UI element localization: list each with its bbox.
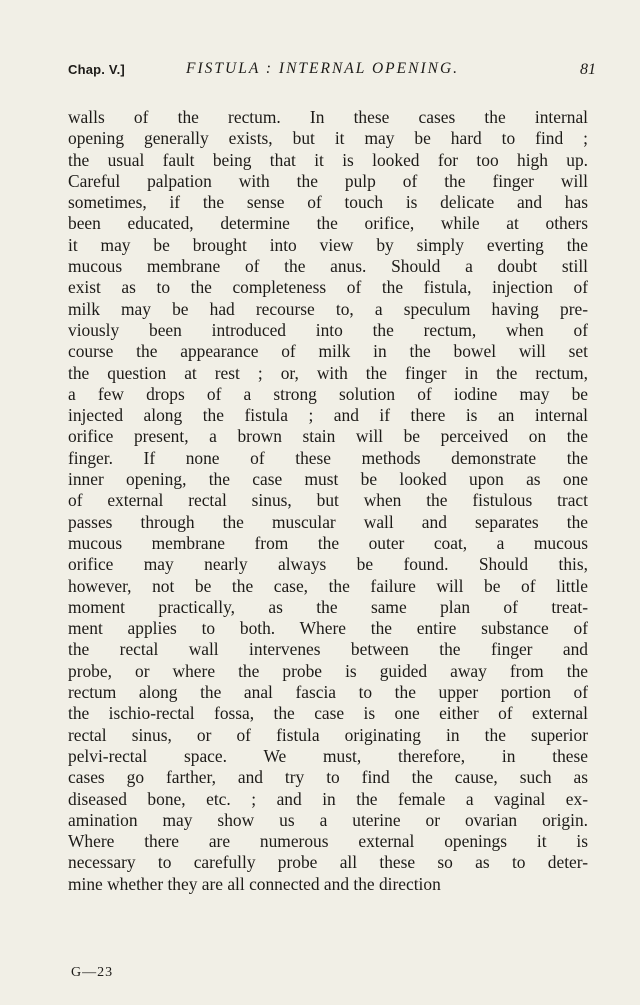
text-line: diseased bone, etc. ; and in the female a vaginal ex-	[68, 788, 588, 809]
text-line: of external rectal sinus, but when the fistulous tract	[68, 490, 588, 511]
text-line: necessary to carefully probe all these so as to deter-	[68, 852, 588, 873]
text-line: probe, or where the probe is guided away from the	[68, 660, 588, 681]
page-number: 81	[580, 61, 596, 78]
text-line: rectum along the anal fascia to the upper portion of	[68, 682, 588, 703]
text-line: walls of the rectum. In these cases the internal	[68, 107, 588, 127]
text-line: a few drops of a strong solution of iodine may be	[68, 383, 588, 404]
printer-signature: G—23	[71, 965, 114, 980]
text-line: exist as to the completeness of the fistula, injection of	[68, 277, 588, 298]
text-line: inner opening, the case must be looked upon as one	[68, 469, 588, 490]
text-line: rectal sinus, or of fistula originating in the superior	[68, 724, 588, 745]
text-line: Careful palpation with the pulp of the finger will	[68, 170, 588, 191]
running-head	[68, 60, 596, 84]
text-line: Where there are numerous external openings it is	[68, 831, 588, 852]
text-line: finger. If none of these methods demonstrate the	[68, 447, 588, 468]
text-line: the question at rest ; or, with the finger in the rectum,	[68, 362, 588, 383]
chapter-label: Chap. V.]	[68, 62, 125, 77]
text-line: orifice may nearly always be found. Should this,	[68, 554, 588, 575]
text-line: pelvi-rectal space. We must, therefore, in these	[68, 745, 588, 766]
text-line: course the appearance of milk in the bowel will set	[68, 341, 588, 362]
body-text	[68, 107, 588, 895]
text-line: the usual fault being that it is looked for too high up.	[68, 149, 588, 170]
running-title: FISTULA : INTERNAL OPENING.	[186, 60, 460, 77]
text-line: opening generally exists, but it may be hard to find ;	[68, 128, 588, 149]
text-line: the ischio-rectal fossa, the case is one either of external	[68, 703, 588, 724]
text-line: cases go farther, and try to find the cause, such as	[68, 767, 588, 788]
text-line: injected along the fistula ; and if there is an internal	[68, 405, 588, 426]
text-line: moment practically, as the same plan of treat-	[68, 596, 588, 617]
text-line: mine whether they are all connected and the direction	[68, 873, 441, 894]
text-line: passes through the muscular wall and separates the	[68, 511, 588, 532]
text-line: amination may show us a uterine or ovarian origin.	[68, 809, 588, 830]
text-line: however, not be the case, the failure will be of little	[68, 575, 588, 596]
text-line: sometimes, if the sense of touch is delicate and has	[68, 192, 588, 213]
text-line: orifice present, a brown stain will be perceived on the	[68, 426, 588, 447]
text-line: milk may be had recourse to, a speculum having pre-	[68, 298, 588, 319]
text-line: viously been introduced into the rectum, when of	[68, 319, 588, 340]
text-line: the rectal wall intervenes between the finger and	[68, 639, 588, 660]
text-line: it may be brought into view by simply everting the	[68, 234, 588, 255]
text-line: ment applies to both. Where the entire substance of	[68, 618, 588, 639]
text-line: been educated, determine the orifice, while at others	[68, 213, 588, 234]
text-line: mucous membrane from the outer coat, a mucous	[68, 532, 588, 553]
text-line: mucous membrane of the anus. Should a doubt still	[68, 256, 588, 277]
